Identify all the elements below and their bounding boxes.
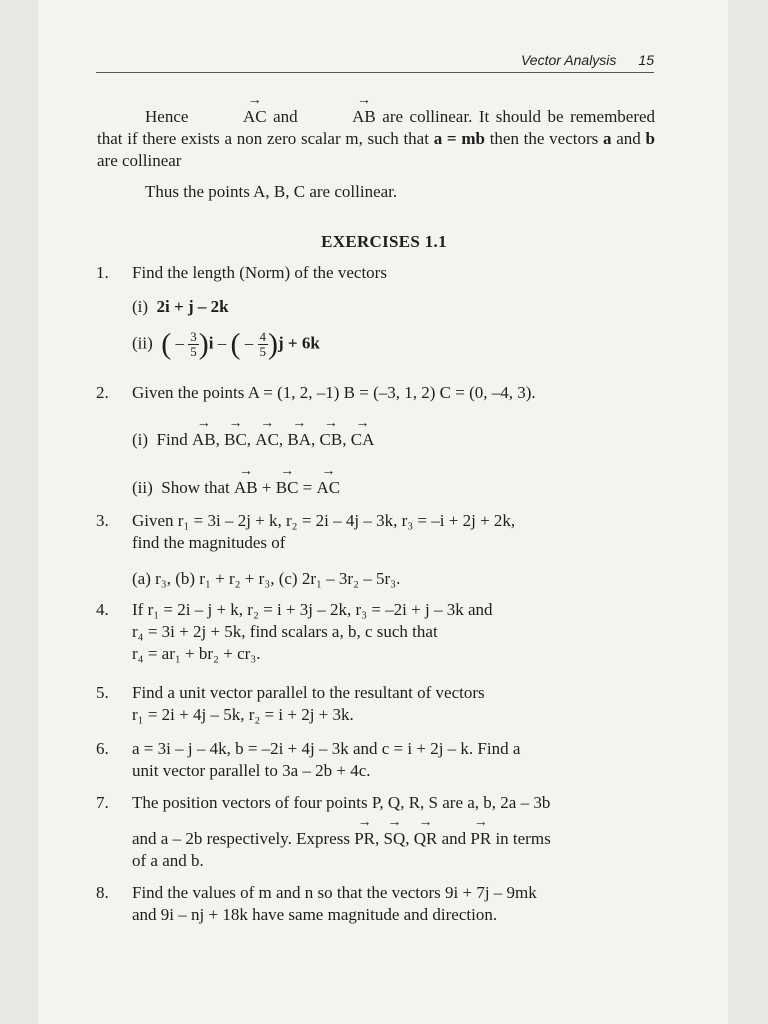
exercise-number: 1. — [96, 263, 109, 282]
vector-label: → AC — [255, 429, 279, 451]
part-text: Find — [156, 430, 188, 449]
exercise-7 — [96, 792, 656, 872]
intro-text: are collinear. It should be remembered that if there exists a non zero scalar m, such that — [97, 107, 656, 148]
exercise-text: unit vector parallel to 3a – 2b + 4c. — [132, 761, 371, 780]
part-text: Show that — [161, 478, 230, 497]
vector-label: → AB — [234, 477, 258, 499]
exercise-number: 4. — [96, 600, 109, 619]
vector-label: → PR — [470, 828, 491, 850]
vector-label: → QR — [414, 828, 438, 850]
vector-label: → BA — [287, 429, 311, 451]
exercise-1-part-ii: (ii) ( – $\frac{3}{5}$ )i – ( – $\frac{4}{5}$ )j + 6k — [132, 327, 320, 361]
exercise-text: (a) r₃, (b) r₁ + r₂ + r₃, (c) 2r₁ – 3r₂ – 5r₃. — [132, 569, 401, 588]
intro-symbol: b — [645, 129, 655, 148]
part-expression: 2i + j – 2k — [156, 297, 229, 316]
exercise-text: Find a unit vector parallel to the resultant of vectors — [132, 683, 485, 702]
vector-label: → PR — [354, 828, 375, 850]
part-expression: j + 6k — [278, 333, 320, 353]
exercise-text: of a and b. — [132, 851, 204, 870]
vector-label: → AC — [317, 477, 341, 499]
exercise-text: r₄ = 3i + 2j + 5k, find scalars a, b, c such that — [132, 622, 438, 641]
part-label: (i) — [132, 430, 149, 449]
exercise-1 — [96, 262, 656, 284]
intro-equation: a = mb — [433, 129, 485, 148]
exercise-4 — [96, 599, 656, 665]
exercise-text: r₄ = ar₁ + br₂ + cr₃. — [132, 644, 261, 663]
exercise-2 — [96, 382, 656, 404]
exercise-text: Given the points A = (1, 2, –1) B = (–3, 1, 2) C = (0, –4, 3). — [132, 383, 536, 402]
exercise-number: 3. — [96, 511, 109, 530]
exercise-number: 6. — [96, 739, 109, 758]
vector-ab: → AB — [304, 106, 376, 128]
exercise-text: a = 3i – j – 4k, b = –2i + 4j – 3k and c = i + 2j – k. Find a — [132, 739, 521, 758]
exercise-text: and 9i – nj + 18k have same magnitude and direction. — [132, 905, 498, 924]
vector-label: → CA — [351, 429, 375, 451]
exercise-5 — [96, 682, 656, 726]
intro-text: are collinear — [97, 151, 182, 170]
exercise-6 — [96, 738, 656, 782]
exercise-7-line2: and a – 2b respectively. Express → PR, → SQ, → QR and → PR in terms — [132, 828, 656, 850]
vector-label: → SQ — [383, 828, 405, 850]
exercise-text: Find the values of m and n so that the vectors 9i + 7j – 9mk — [132, 883, 537, 902]
intro-paragraph — [97, 106, 655, 172]
exercise-text: Find the length (Norm) of the vectors — [132, 263, 387, 282]
vector-ac: → AC — [195, 106, 267, 128]
intro-text: and — [616, 129, 641, 148]
intro-text: then the vectors — [489, 129, 599, 148]
fraction-numerator: 4 — [259, 329, 267, 344]
intro-text: Hence — [145, 107, 189, 126]
exercise-2-part-ii: (ii) Show that → AB + → BC = → AC — [132, 477, 340, 499]
header-title: Vector Analysis — [520, 52, 617, 68]
exercise-1-part-i — [132, 296, 229, 318]
vector-label: → BC — [276, 477, 299, 499]
exercise-text: find the magnitudes of — [132, 533, 286, 552]
exercise-number: 2. — [96, 383, 109, 402]
intro-symbol: a — [603, 129, 612, 148]
vector-label: → BC — [224, 429, 247, 451]
exercise-text: The position vectors of four points P, Q, R, S are a, b, 2a – 3b — [132, 793, 551, 812]
conclusion-paragraph: Thus the points A, B, C are collinear. — [145, 182, 398, 201]
part-label: (i) — [132, 297, 149, 316]
vector-label: → CB — [320, 429, 343, 451]
part-label: (ii) — [132, 478, 153, 497]
exercise-number: 5. — [96, 683, 109, 702]
exercise-2-part-i: (i) Find → AB, → BC, → AC, → BA, → CB, → CA — [132, 429, 374, 451]
exercise-3 — [96, 510, 656, 590]
exercise-text: and a – 2b respectively. Express — [132, 829, 350, 848]
page-number: 15 — [638, 52, 654, 68]
vector-label: → AB — [192, 429, 216, 451]
exercise-text: If r₁ = 2i – j + k, r₂ = i + 3j – 2k, r₃ = –2i + j – 3k and — [132, 600, 493, 619]
exercise-text: r₁ = 2i + 4j – 5k, r₂ = i + 2j + 3k. — [132, 705, 354, 724]
intro-text: and — [273, 107, 298, 126]
exercise-number: 8. — [96, 883, 109, 902]
part-label: (ii) — [132, 333, 153, 353]
exercise-text: in terms — [495, 829, 551, 848]
fraction-denominator: 5 — [190, 344, 197, 359]
exercise-number: 7. — [96, 793, 109, 812]
running-header — [96, 52, 654, 73]
exercises-title: EXERCISES 1.1 — [321, 232, 447, 251]
exercise-8 — [96, 882, 656, 926]
exercise-text: Given r₁ = 3i – 2j + k, r₂ = 2i – 4j – 3k, r₃ = –i + 2j + 2k, — [132, 511, 516, 530]
fraction-numerator: 3 — [190, 329, 197, 344]
fraction-denominator: 5 — [259, 344, 267, 359]
